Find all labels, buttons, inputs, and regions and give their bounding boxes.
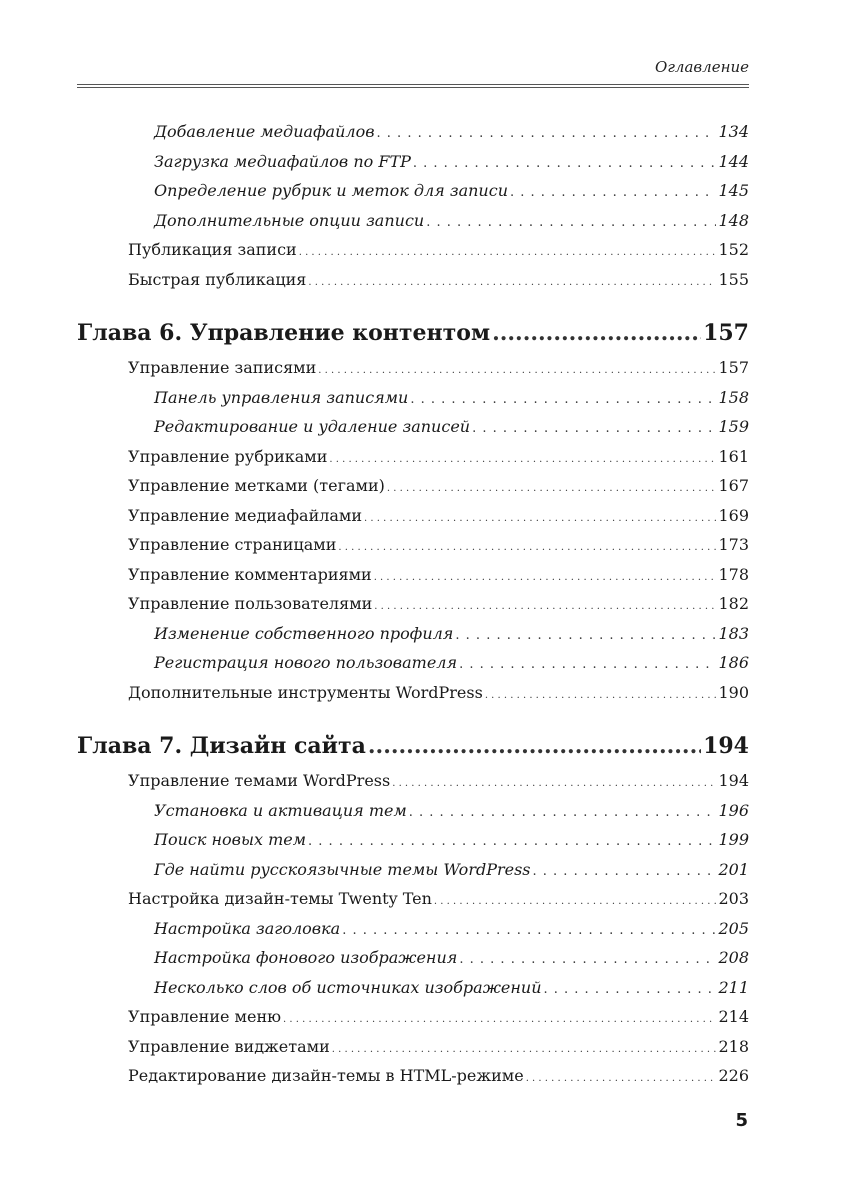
dot-leader xyxy=(392,769,716,799)
toc-section xyxy=(77,1032,749,1062)
toc-section xyxy=(77,530,749,560)
dot-leader xyxy=(455,621,716,651)
dot-leader xyxy=(544,975,717,1005)
toc-entry-page: 199 xyxy=(718,830,749,849)
toc-entry-page: 161 xyxy=(718,446,749,466)
dot-leader xyxy=(410,385,716,415)
toc-entry-page: 134 xyxy=(718,122,749,141)
toc-entry-page: 190 xyxy=(718,682,749,702)
dot-leader xyxy=(374,592,716,622)
running-header-title: Оглавление xyxy=(655,58,749,76)
toc-entry-page: 159 xyxy=(718,417,749,436)
toc-entry-page: 173 xyxy=(718,535,749,554)
toc-entry-title: Загрузка медиафайлов по FTP xyxy=(154,151,411,171)
toc-subsection xyxy=(77,825,749,855)
toc-subsection xyxy=(77,206,749,236)
toc-subsection xyxy=(77,855,749,885)
toc-entry-title: Управление пользователями xyxy=(128,594,373,613)
toc-entry-title: Управление медиафайлами xyxy=(128,505,363,525)
toc-entry-title: Дополнительные опции записи xyxy=(154,210,425,230)
toc-subsection xyxy=(77,117,749,147)
dot-leader xyxy=(338,533,716,563)
toc-subsection xyxy=(77,973,749,1003)
dot-leader xyxy=(283,1005,716,1035)
toc-section xyxy=(77,678,749,708)
dot-leader xyxy=(332,1035,717,1065)
toc-entry-title: Редактирование и удаление записей xyxy=(154,417,471,436)
dot-leader xyxy=(342,916,716,946)
dot-leader xyxy=(526,1064,717,1094)
toc-entry-title: Установка и активация тем xyxy=(154,800,407,820)
toc-entry-page: 218 xyxy=(718,1036,749,1056)
toc-section xyxy=(77,1002,749,1032)
toc-entry-page: 144 xyxy=(718,151,749,171)
toc-section xyxy=(77,442,749,472)
toc-section xyxy=(77,560,749,590)
toc-entry-title: Управление темами WordPress xyxy=(128,771,391,790)
dot-leader xyxy=(318,356,716,386)
toc-entry-title: Управление виджетами xyxy=(128,1036,330,1056)
toc-entry-page: 196 xyxy=(718,800,749,820)
dot-leader xyxy=(299,238,717,268)
dot-leader xyxy=(308,827,716,857)
dot-leader xyxy=(387,474,717,504)
toc-entry-page: 157 xyxy=(703,320,749,346)
toc-entry-page: 148 xyxy=(718,210,749,230)
dot-leader xyxy=(533,857,717,887)
toc-entry-title: Несколько слов об источниках изображений xyxy=(154,977,542,997)
toc-chapter xyxy=(77,729,749,763)
toc-chapter xyxy=(77,316,749,350)
toc-entry-page: 157 xyxy=(718,358,749,377)
dot-leader xyxy=(308,268,716,298)
dot-leader xyxy=(459,945,716,975)
dot-leader xyxy=(368,729,701,763)
toc-entry-page: 211 xyxy=(718,977,749,997)
toc-subsection xyxy=(77,147,749,177)
toc-subsection xyxy=(77,383,749,413)
toc-entry-title: Управление записями xyxy=(128,358,317,377)
toc-section xyxy=(77,766,749,796)
toc-section xyxy=(77,884,749,914)
toc-entry-page: 145 xyxy=(718,181,749,200)
toc-section xyxy=(77,235,749,265)
toc-entry-title: Редактирование дизайн-темы в HTML-режиме xyxy=(128,1066,524,1085)
toc-entry-page: 155 xyxy=(718,269,749,289)
dot-leader xyxy=(510,178,716,208)
toc-entry-title: Где найти русскоязычные темы WordPress xyxy=(154,859,531,879)
toc-entry-title: Изменение собственного профиля xyxy=(154,623,454,643)
dot-leader xyxy=(377,119,717,149)
toc-entry-page: 208 xyxy=(718,948,749,967)
toc-section xyxy=(77,1061,749,1091)
dot-leader xyxy=(459,650,716,680)
page-number: 5 xyxy=(735,1110,748,1131)
toc-subsection xyxy=(77,796,749,826)
toc-entry-page: 194 xyxy=(718,771,749,790)
dot-leader xyxy=(434,887,717,917)
toc-entry-title: Панель управления записями xyxy=(154,387,409,407)
dot-leader xyxy=(409,798,717,828)
toc-entry-page: 158 xyxy=(718,387,749,407)
toc-entry-title: Добавление медиафайлов xyxy=(154,122,375,141)
toc-entry-page: 201 xyxy=(718,859,749,879)
toc-section xyxy=(77,353,749,383)
toc-subsection xyxy=(77,619,749,649)
toc-subsection xyxy=(77,648,749,678)
toc-entry-page: 203 xyxy=(718,889,749,908)
toc-subsection xyxy=(77,412,749,442)
toc-entry-page: 169 xyxy=(718,505,749,525)
toc-section xyxy=(77,589,749,619)
header-rule xyxy=(77,84,749,88)
table-of-contents xyxy=(77,117,749,1091)
toc-entry-page: 194 xyxy=(703,733,749,759)
toc-entry-title: Публикация записи xyxy=(128,240,297,259)
toc-entry-page: 205 xyxy=(718,918,749,938)
dot-leader xyxy=(374,563,717,593)
toc-entry-title: Управление рубриками xyxy=(128,446,328,466)
toc-entry-page: 214 xyxy=(718,1007,749,1026)
toc-subsection xyxy=(77,914,749,944)
toc-entry-title: Управление меню xyxy=(128,1007,282,1026)
toc-entry-title: Настройка заголовка xyxy=(154,918,341,938)
dot-leader xyxy=(329,445,716,475)
toc-entry-page: 226 xyxy=(718,1066,749,1085)
toc-entry-title: Быстрая публикация xyxy=(128,269,307,289)
dot-leader xyxy=(426,208,716,238)
toc-entry-title: Глава 7. Дизайн сайта xyxy=(77,733,366,759)
dot-leader xyxy=(413,149,717,179)
toc-subsection xyxy=(77,176,749,206)
toc-entry-page: 152 xyxy=(718,240,749,259)
toc-entry-title: Управление страницами xyxy=(128,535,337,554)
toc-subsection xyxy=(77,943,749,973)
toc-entry-title: Управление метками (тегами) xyxy=(128,476,385,495)
toc-entry-title: Настройка фонового изображения xyxy=(154,948,458,967)
toc-entry-title: Управление комментариями xyxy=(128,564,372,584)
toc-entry-page: 167 xyxy=(718,476,749,495)
toc-entry-title: Поиск новых тем xyxy=(154,830,307,849)
toc-entry-page: 183 xyxy=(718,623,749,643)
toc-entry-page: 178 xyxy=(718,564,749,584)
toc-entry-title: Определение рубрик и меток для записи xyxy=(154,181,508,200)
toc-entry-page: 186 xyxy=(718,653,749,672)
toc-entry-title: Настройка дизайн-темы Twenty Ten xyxy=(128,889,432,908)
toc-entry-title: Глава 6. Управление контентом xyxy=(77,320,491,346)
toc-entry-title: Дополнительные инструменты WordPress xyxy=(128,682,483,702)
dot-leader xyxy=(472,414,716,444)
dot-leader xyxy=(492,316,701,350)
toc-section xyxy=(77,265,749,295)
toc-section xyxy=(77,471,749,501)
dot-leader xyxy=(364,504,716,534)
dot-leader xyxy=(485,681,717,711)
toc-section xyxy=(77,501,749,531)
toc-entry-title: Регистрация нового пользователя xyxy=(154,653,458,672)
toc-entry-page: 182 xyxy=(718,594,749,613)
